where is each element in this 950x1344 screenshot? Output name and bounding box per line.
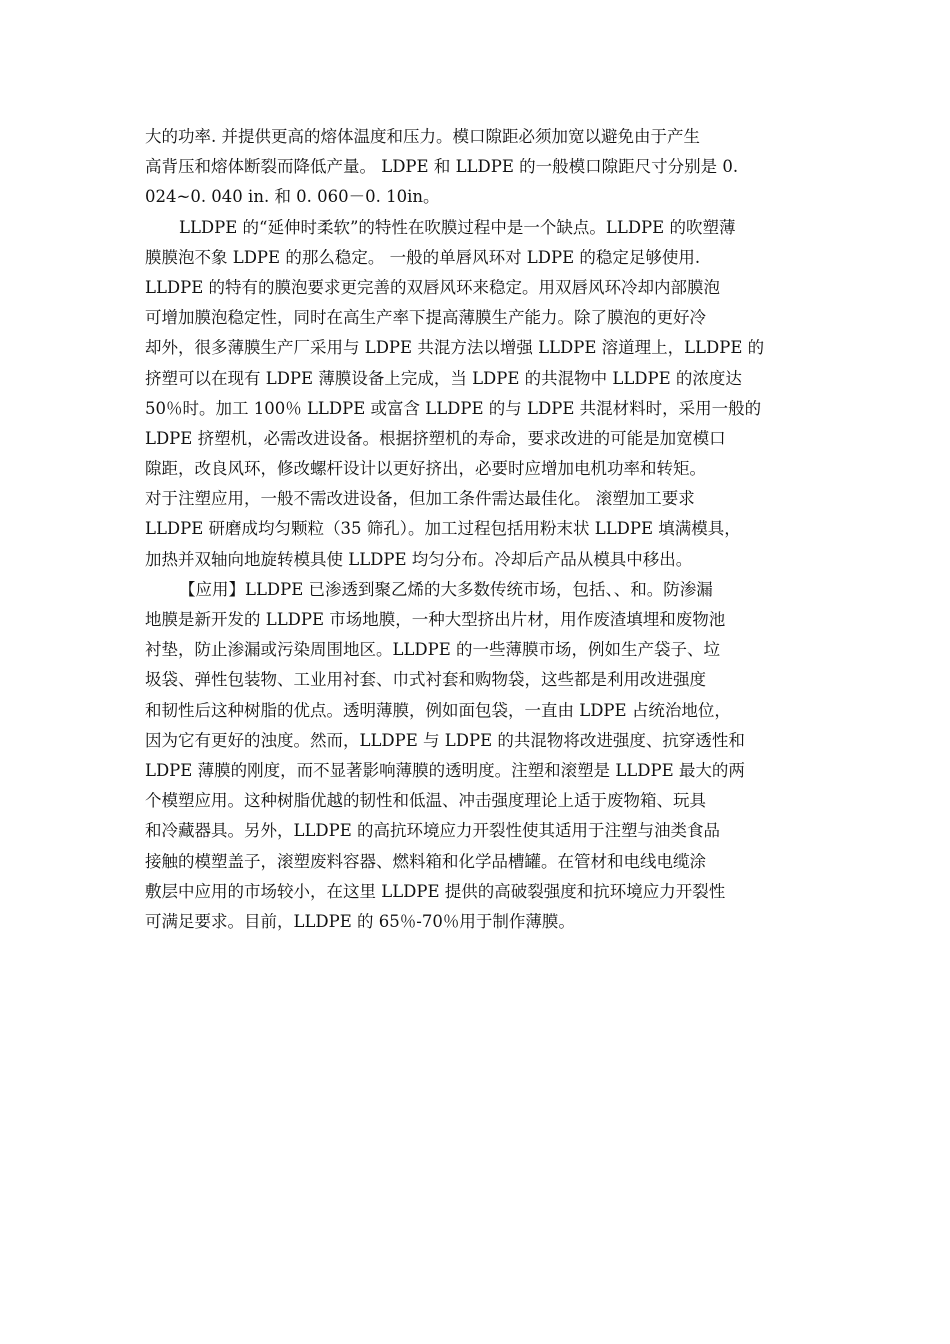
text-line: LLDPE 的特有的膜泡要求更完善的双唇风环来稳定。用双唇风环冷却内部膜泡 bbox=[145, 277, 721, 297]
paragraph-blown-film bbox=[145, 213, 805, 575]
text-line: 加热并双轴向地旋转模具使 LLDPE 均匀分布。冷却后产品从模具中移出。 bbox=[145, 549, 693, 569]
text-line: 因为它有更好的浊度。然而，LLDPE 与 LDPE 的共混物将改进强度、抗穿透性和 bbox=[145, 730, 745, 750]
text-line: 地膜是新开发的 LLDPE 市场地膜，一种大型挤出片材，用作废渣填埋和废物池 bbox=[145, 610, 726, 629]
text-line: 膜膜泡不象 LDPE 的那么稳定。 一般的单唇风环对 LDPE 的稳定足够使用. bbox=[145, 247, 701, 267]
text-line: 敷层中应用的市场较小，在这里 LLDPE 提供的高破裂强度和抗环境应力开裂性 bbox=[145, 881, 726, 901]
text-line: 接触的模塑盖子，滚塑废料容器、燃料箱和化学品槽罐。在管材和电线电缆涂 bbox=[145, 851, 706, 871]
document-body bbox=[145, 122, 805, 937]
text-line: LDPE 薄膜的刚度，而不显著影响薄膜的透明度。注塑和滚塑是 LLDPE 最大的两 bbox=[145, 760, 745, 780]
text-line: LLDPE 研磨成均匀颗粒（35 筛孔）。加工过程包括用粉末状 LLDPE 填满模具， bbox=[145, 519, 741, 539]
text-line: LLDPE 的“延伸时柔软”的特性在吹膜过程中是一个缺点。LLDPE 的吹塑薄 bbox=[179, 217, 736, 237]
text-line: 可增加膜泡稳定性，同时在高生产率下提高薄膜生产能力。除了膜泡的更好冷 bbox=[145, 308, 706, 328]
text-line: 对于注塑应用，一般不需改进设备，但加工条件需达最佳化。 滚塑加工要求 bbox=[145, 489, 695, 509]
text-line: 【应用】LLDPE 已渗透到聚乙烯的大多数传统市场，包括、、和。防渗漏 bbox=[179, 579, 713, 599]
text-line: 50％时。加工 100％ LLDPE 或富含 LLDPE 的与 LDPE 共混材料时，采用一般的 bbox=[145, 398, 762, 418]
text-line: 可满足要求。目前，LLDPE 的 65％-70％用于制作薄膜。 bbox=[145, 911, 575, 931]
text-line: 却外，很多薄膜生产厂采用与 LDPE 共混方法以增强 LLDPE 溶道理上，LLDPE 的 bbox=[145, 338, 765, 358]
text-line: 高背压和熔体断裂而降低产量。 LDPE 和 LLDPE 的一般模口隙距尺寸分别是 0. bbox=[145, 157, 739, 177]
text-line: 和冷藏器具。另外，LLDPE 的高抗环境应力开裂性使其适用于注塑与油类食品 bbox=[145, 821, 721, 841]
text-line: LDPE 挤塑机，必需改进设备。根据挤塑机的寿命，要求改进的可能是加宽模口 bbox=[145, 428, 726, 448]
text-line: 圾袋、弹性包装物、工业用衬套、巾式衬套和购物袋，这些都是利用改进强度 bbox=[145, 670, 706, 690]
text-line: 隙距，改良风环，修改螺杆设计以更好挤出，必要时应增加电机功率和转矩。 bbox=[145, 459, 706, 479]
text-line: 个模塑应用。这种树脂优越的韧性和低温、冲击强度理论上适于废物箱、玩具 bbox=[145, 791, 706, 811]
text-line: 挤塑可以在现有 LDPE 薄膜设备上完成，当 LDPE 的共混物中 LLDPE 的浓度达 bbox=[145, 368, 742, 388]
text-line: 和韧性后这种树脂的优点。透明薄膜，例如面包袋，一直由 LDPE 占统治地位， bbox=[145, 700, 731, 720]
text-line: 大的功率. 并提供更高的熔体温度和压力。模口隙距必须加宽以避免由于产生 bbox=[145, 127, 700, 146]
text-line: 024~0. 040 in. 和 0. 060－0. 10in。 bbox=[145, 187, 440, 207]
paragraph-applications bbox=[145, 575, 805, 937]
text-line: 衬垫，防止渗漏或污染周围地区。LLDPE 的一些薄膜市场，例如生产袋子、垃 bbox=[145, 640, 721, 660]
paragraph-processing-continued bbox=[145, 122, 805, 213]
